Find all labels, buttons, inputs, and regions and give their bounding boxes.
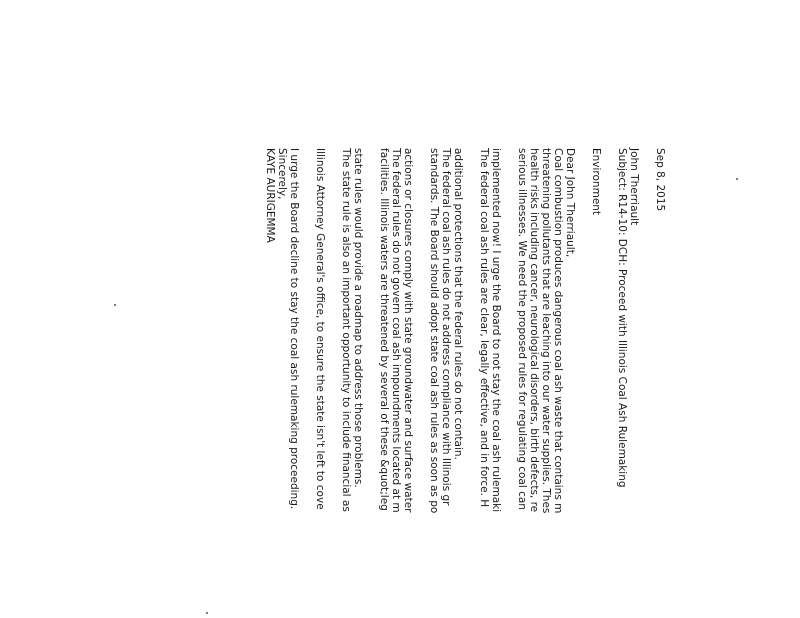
paragraph-5-line: The state rule is also an important opportunity to include financial as bbox=[340, 148, 352, 512]
scan-speck bbox=[736, 178, 738, 180]
paragraph-3-line: standards. The Board should adopt state coal ash rules as soon as po bbox=[428, 148, 440, 514]
paragraph-3-line: actions or closures comply with state groundwater and surface water bbox=[402, 148, 414, 513]
scan-speck bbox=[206, 612, 208, 614]
closing-request: I urge the Board decline to stay the coal ash rulemaking proceeding. bbox=[288, 148, 300, 510]
paragraph-1-line: Coal combustion produces dangerous coal ash waste that contains m bbox=[552, 148, 564, 514]
scan-speck bbox=[114, 304, 116, 306]
paragraph-2-line: The federal coal ash rules are clear, legally effective, and in force. H bbox=[478, 148, 490, 508]
paragraph-3-line: The federal coal ash rules do not address compliance with Illinois gr bbox=[440, 148, 452, 506]
letter-recipient: John Therriault bbox=[628, 148, 640, 226]
paragraph-4-line: state rules would provide a roadmap to address those problems. bbox=[352, 148, 364, 488]
letter-salutation: Dear John Therriault, bbox=[564, 148, 576, 258]
letter-signature: KAYE AURIGEMMA bbox=[264, 148, 276, 243]
paragraph-1-line: health risks including cancer, neurological disorders, birth defects, re bbox=[528, 148, 540, 513]
letter-body bbox=[264, 148, 680, 618]
paragraph-5-line: Illinois Attorney General's office, to ensure the state isn't left to cove bbox=[314, 148, 326, 510]
letter-date: Sep 8, 2015 bbox=[654, 148, 666, 212]
paragraph-1-line: implemented now! I urge the Board to not stay the coal ash rulemaki bbox=[490, 148, 502, 513]
paragraph-2-line: additional protections that the federal rules do not contain. bbox=[452, 148, 464, 460]
paragraph-1-line: serious illnesses. We need the proposed rules for regulating coal can bbox=[516, 148, 528, 510]
paragraph-4-line: The federal rules do not govern coal ash impoundments located at m bbox=[390, 148, 402, 513]
paragraph-1-line: threatening pollutants that are leaching into our water supplies. Thes bbox=[540, 148, 552, 514]
letter-subject-line-2: Environment bbox=[590, 148, 602, 216]
letter-subject-line-1: Subject: R14-10: DCH: Proceed with Illinois Coal Ash Rulemaking bbox=[616, 148, 628, 488]
letter-signoff: Sincerely, bbox=[276, 148, 288, 200]
paragraph-4-line: facilities. Illinois waters are threatened by several of these &quot;leg bbox=[378, 148, 390, 511]
